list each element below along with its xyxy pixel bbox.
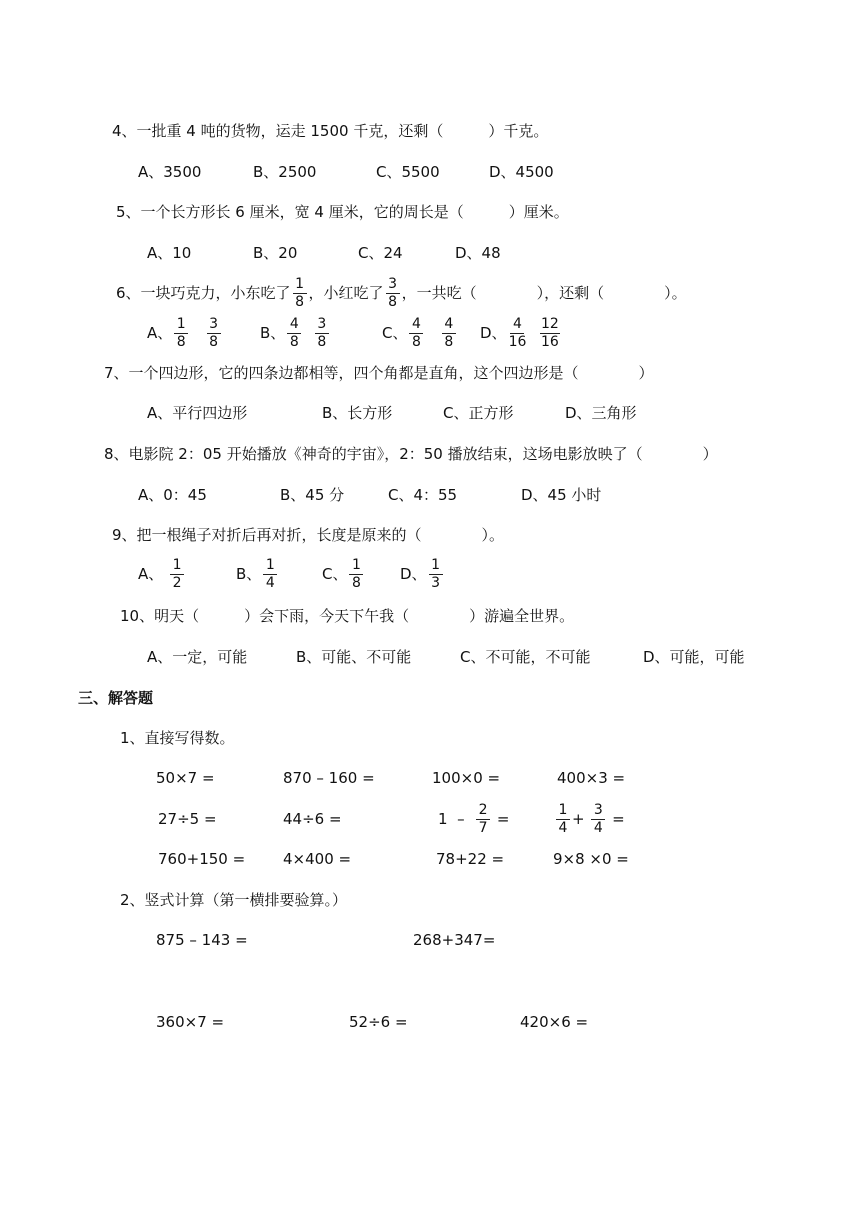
- q10-option-c: C、不可能，不可能: [460, 648, 591, 666]
- calc-item: 4×400 =: [283, 850, 352, 868]
- vertical-calc-item: 268+347=: [413, 931, 496, 949]
- calc-item-fraction-subtract: 1 – $\frac{2}{7}$ =: [438, 802, 510, 836]
- sub-question-1-title: 1、直接写得数。: [120, 729, 235, 747]
- q6-option-b: B、 $\frac{4}{8}$ $\frac{3}{8}$: [260, 316, 331, 350]
- q4-option-d: D、4500: [489, 163, 554, 181]
- calc-item: 78+22 =: [436, 850, 505, 868]
- question-4: 4、一批重 4 吨的货物，运走 1500 千克，还剩（ ）千克。: [112, 122, 549, 140]
- q6-option-a: A、 $\frac{1}{8}$ $\frac{3}{8}$: [147, 316, 223, 350]
- calc-item: 400×3 =: [557, 769, 626, 787]
- vertical-calc-item: 52÷6 =: [349, 1013, 408, 1031]
- q8-option-c: C、4：55: [388, 486, 458, 504]
- question-6: [116, 276, 687, 310]
- q10-option-a: A、一定，可能: [147, 648, 248, 666]
- vertical-calc-item: 360×7 =: [156, 1013, 225, 1031]
- calc-item: 27÷5 =: [158, 810, 217, 828]
- q6-text-part2: ，小红吃了: [308, 284, 384, 302]
- q5-option-d: D、48: [455, 244, 501, 262]
- calc-item: 100×0 =: [432, 769, 501, 787]
- q9-option-c: C、 $\frac{1}{8}$: [322, 557, 365, 591]
- q6-text-part1: 6、一块巧克力，小东吃了: [116, 284, 291, 302]
- q4-option-a: A、3500: [138, 163, 202, 181]
- q10-option-d: D、可能，可能: [643, 648, 745, 666]
- q6-option-d: D、 $\frac{4}{16}$ $\frac{12}{16}$: [480, 316, 559, 350]
- q7-option-b: B、长方形: [322, 404, 393, 422]
- question-7: 7、一个四边形，它的四条边都相等，四个角都是直角，这个四边形是（ ）: [104, 364, 654, 382]
- q10-option-b: B、可能、不可能: [296, 648, 412, 666]
- question-8: 8、电影院 2：05 开始播放《神奇的宇宙》，2：50 播放结束，这场电影放映了（ ）: [104, 445, 718, 463]
- calc-item: 760+150 =: [158, 850, 246, 868]
- calc-item: 50×7 =: [156, 769, 215, 787]
- q8-option-d: D、45 小时: [521, 486, 602, 504]
- calc-item: 44÷6 =: [283, 810, 342, 828]
- calc-item-fraction-add: $\frac{1}{4}$ + $\frac{3}{4}$ =: [554, 800, 625, 838]
- q4-option-c: C、5500: [376, 163, 440, 181]
- q8-option-a: A、0：45: [138, 486, 207, 504]
- sub-question-2-title: 2、竖式计算（第一横排要验算。）: [120, 891, 348, 909]
- question-10: 10、明天（ ）会下雨，今天下午我（ ）游遍全世界。: [120, 607, 575, 625]
- q8-option-b: B、45 分: [280, 486, 345, 504]
- q7-option-d: D、三角形: [565, 404, 637, 422]
- calc-item: 870 – 160 =: [283, 769, 375, 787]
- vertical-calc-item: 420×6 =: [520, 1013, 589, 1031]
- q6-fraction-1: $\frac{1}{8}$: [293, 277, 307, 310]
- q9-option-d: D、 $\frac{1}{3}$: [400, 557, 445, 591]
- q6-text-part3: ，一共吃（ ），还剩（ ）。: [401, 284, 687, 302]
- q7-option-a: A、平行四边形: [147, 404, 248, 422]
- q9-option-b: B、 $\frac{1}{4}$: [236, 557, 279, 591]
- q5-option-b: B、20: [253, 244, 298, 262]
- q5-option-a: A、10: [147, 244, 192, 262]
- q6-fraction-2: $\frac{3}{8}$: [386, 277, 400, 310]
- q6-option-c: C、 $\frac{4}{8}$ $\frac{4}{8}$: [382, 316, 458, 350]
- q5-option-c: C、24: [358, 244, 403, 262]
- calc-item: 9×8 ×0 =: [553, 850, 629, 868]
- vertical-calc-item: 875 – 143 =: [156, 931, 248, 949]
- q7-option-c: C、正方形: [443, 404, 514, 422]
- question-9: 9、把一根绳子对折后再对折，长度是原来的（ ）。: [112, 526, 505, 544]
- q9-option-a: A、 $\frac{1}{2}$: [138, 557, 186, 591]
- q4-option-b: B、2500: [253, 163, 317, 181]
- section-3-title: 三、解答题: [78, 689, 154, 707]
- question-5: 5、一个长方形长 6 厘米，宽 4 厘米，它的周长是（ ）厘米。: [116, 203, 569, 221]
